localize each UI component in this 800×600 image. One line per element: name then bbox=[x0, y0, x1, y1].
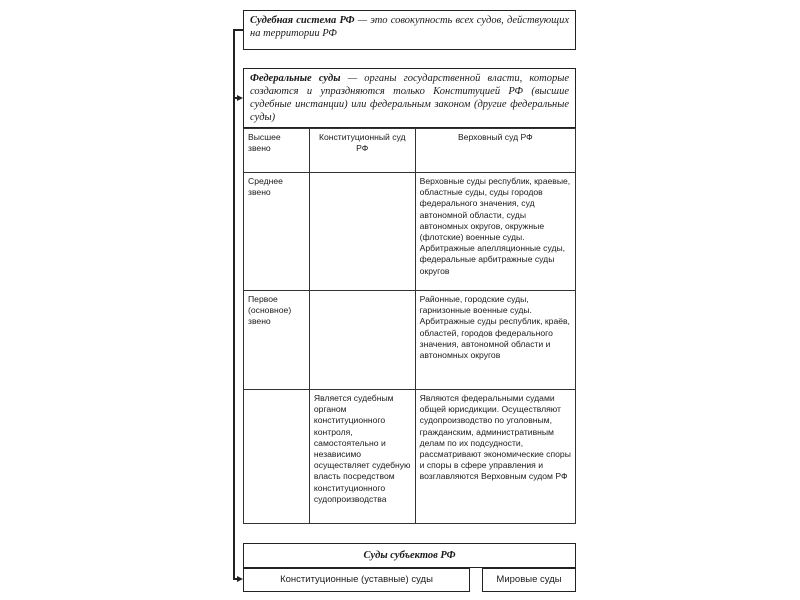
federal-courts-text: — органы государственной власти, которые создаются и упраздняются только Конституцией РФ (высшие судебные инстанции) или федеральным законом (другие федеральные суды) bbox=[250, 73, 569, 123]
table-header-row bbox=[244, 129, 576, 173]
constitutional-charter-courts-box: Конституционные (уставные) суды bbox=[243, 568, 470, 592]
row-constitutional: Является судебным органом конституционного контроля, самостоятельно и независимо осуществляет судебную власть посредством конституционного судопроизводства bbox=[309, 390, 415, 524]
row-supreme: Районные, городские суды, гарнизонные военные суды. Арбитражные суды республик, краёв, областей, городов федерального значения, автономной области и автономных округов bbox=[415, 291, 575, 390]
table-row bbox=[244, 291, 576, 390]
row-level: Первое (основное) звено bbox=[244, 291, 310, 390]
header-supreme: Верховный суд РФ bbox=[415, 129, 575, 173]
connector-to-box1 bbox=[233, 29, 243, 31]
magistrate-courts-box: Мировые суды bbox=[482, 568, 576, 592]
row-level bbox=[244, 390, 310, 524]
judicial-system-text: — это совокупность всех судов, действующих на территории РФ bbox=[250, 15, 569, 39]
connector-vertical bbox=[233, 29, 235, 579]
judicial-system-term: Судебная система РФ bbox=[250, 15, 355, 26]
row-level: Среднее звено bbox=[244, 173, 310, 291]
row-supreme: Являются федеральными судами общей юрисдикции. Осуществляют судопроизводство по уголовным, гражданским, административным делам по их подсудности, рассматривают экономические споры и споры в сфере управления и возглавляются Верховным судом РФ bbox=[415, 390, 575, 524]
federal-courts-definition bbox=[243, 68, 576, 128]
judicial-system-definition bbox=[243, 10, 576, 50]
courts-table bbox=[243, 128, 576, 524]
header-level: Высшее звено bbox=[244, 129, 310, 173]
row-constitutional bbox=[309, 291, 415, 390]
table-row bbox=[244, 390, 576, 524]
federal-courts-term: Федеральные суды bbox=[250, 73, 341, 84]
header-constitutional: Конституционный суд РФ bbox=[309, 129, 415, 173]
table-row bbox=[244, 173, 576, 291]
subject-courts-box: Суды субъектов РФ bbox=[243, 543, 576, 568]
row-supreme: Верховные суды республик, краевые, областные суды, суды городов федерального значения, суд автономной области, суды автономных округов, окружные (флотские) военные суды. Арбитражные апелляционные суды, федеральные арбитражные суды округов bbox=[415, 173, 575, 291]
row-constitutional bbox=[309, 173, 415, 291]
